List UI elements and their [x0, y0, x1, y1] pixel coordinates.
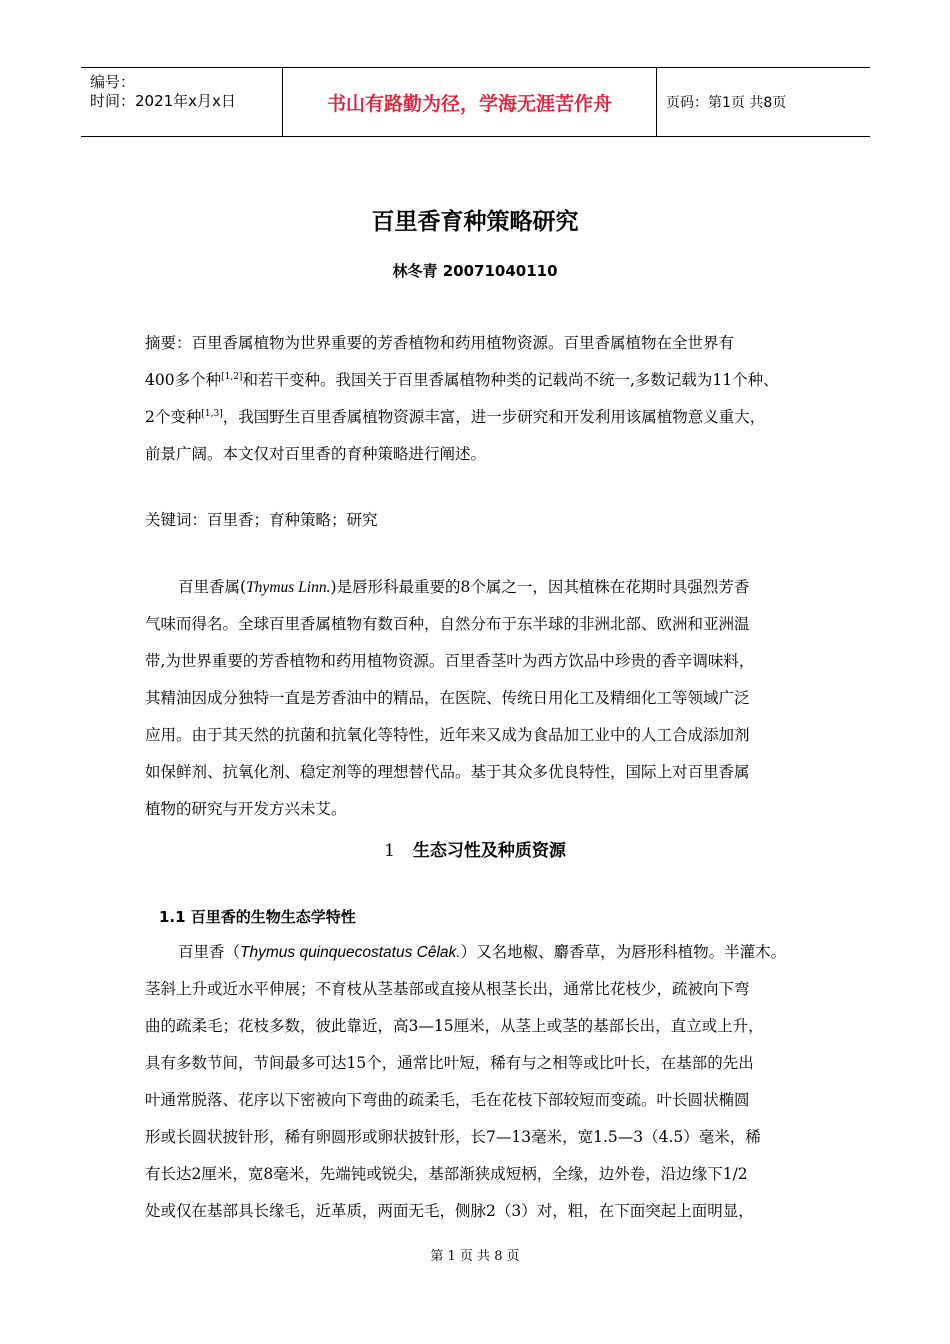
section-text: 百里香（: [178, 943, 241, 961]
section-line: 茎斜上升或近水平伸展；不育枝从茎基部或直接从根茎长出，通常比花枝少，疏被向下弯: [145, 980, 750, 998]
header-code-label: 编号：: [90, 73, 136, 91]
section-line: 形或长圆状披针形，稀有卵圆形或卵状披针形，长7—13毫米，宽1.5—3（4.5）毫米，稀: [145, 1128, 761, 1146]
latin-name: Thymus quinquecostatus Cêlak.: [240, 944, 461, 961]
intro-line: 植物的研究与开发方兴未艾。: [145, 800, 347, 818]
abstract-text: 2个变种: [145, 408, 202, 426]
section-number: 1: [384, 841, 395, 861]
section-heading: [0, 836, 950, 861]
page-footer: 第 1 页 共 8 页: [430, 1249, 520, 1264]
abstract-paragraph: [145, 325, 815, 473]
header-page-info: 页码：第1页 共8页: [666, 95, 787, 111]
intro-line: 如保鲜剂、抗氧化剂、稳定剂等的理想替代品。基于其众多优良特性，国际上对百里香属: [145, 763, 750, 781]
abstract-line: [145, 399, 815, 436]
intro-line: 应用。由于其天然的抗菌和抗氧化等特性，近年来又成为食品加工业中的人工合成添加剂: [145, 726, 750, 744]
section-text: ）又名地椒、麝香草，为唇形科植物。半灌木。: [460, 943, 787, 961]
latin-name: Thymus Linn.: [246, 579, 331, 596]
section-line: 具有多数节间，节间最多可达15个，通常比叶短，稀有与之相等或比叶长，在基部的先出: [145, 1054, 754, 1072]
intro-text: )是唇形科最重要的8个属之一，因其植株在花期时具强烈芳香: [330, 578, 750, 596]
intro-paragraph: [145, 569, 815, 828]
document-title: 百里香育种策略研究: [371, 209, 579, 235]
intro-line: 气味而得名。全球百里香属植物有数百种，自然分布于东半球的非洲北部、欧洲和亚洲温: [145, 615, 750, 633]
citation: [1,2]: [221, 371, 243, 382]
intro-line: 其精油因成分独特一直是芳香油中的精品，在医院、传统日用化工及精细化工等领域广泛: [145, 689, 750, 707]
intro-line: 带,为世界重要的芳香植物和药用植物资源。百里香茎叶为西方饮品中珍贵的香辛调味料，: [145, 652, 755, 670]
abstract-text: 和若干变种。我国关于百里香属植物种类的记载尚不统一,多数记载为11个种、: [242, 371, 779, 389]
header-motto: 书山有路勤为径，学海无涯苦作舟: [282, 68, 657, 136]
abstract-text: 400多个种: [145, 371, 222, 389]
abstract-line: 前景广阔。本文仅对百里香的育种策略进行阐述。: [145, 445, 487, 463]
section-line: 处或仅在基部具长缘毛，近革质，两面无毛，侧脉2（3）对，粗，在下面突起上面明显，: [145, 1202, 754, 1220]
section-paragraph: [145, 934, 815, 1230]
subsection-heading: 1.1 百里香的生物生态学特性: [159, 908, 356, 926]
document-author: 林冬青 20071040110: [392, 262, 558, 280]
header-time-label: 时间：2021年x月x日: [90, 92, 236, 110]
section-line: 叶通常脱落、花序以下密被向下弯曲的疏柔毛，毛在花枝下部较短而变疏。叶长圆状椭圆: [145, 1091, 750, 1109]
abstract-line: 摘要：百里香属植物为世界重要的芳香植物和药用植物资源。百里香属植物在全世界有: [145, 334, 735, 352]
abstract-text: ，我国野生百里香属植物资源丰富，进一步研究和开发利用该属植物意义重大，: [222, 408, 766, 426]
section-line: 有长达2厘米，宽8毫米，先端钝或锐尖，基部渐狭成短柄，全缘，边外卷，沿边缘下1/2: [145, 1165, 748, 1183]
section-title: 生态习性及种质资源: [412, 841, 566, 861]
keywords: 关键词：百里香；育种策略；研究: [145, 511, 378, 529]
abstract-line: [145, 362, 815, 399]
intro-text: 百里香属(: [178, 578, 247, 596]
section-line: 曲的疏柔毛；花枝多数，彼此靠近，高3—15厘米，从茎上或茎的基部长出，直立或上升，: [145, 1017, 764, 1035]
citation: [1,3]: [201, 408, 223, 419]
header-info-cell: [81, 68, 282, 136]
document-header: [81, 67, 870, 137]
